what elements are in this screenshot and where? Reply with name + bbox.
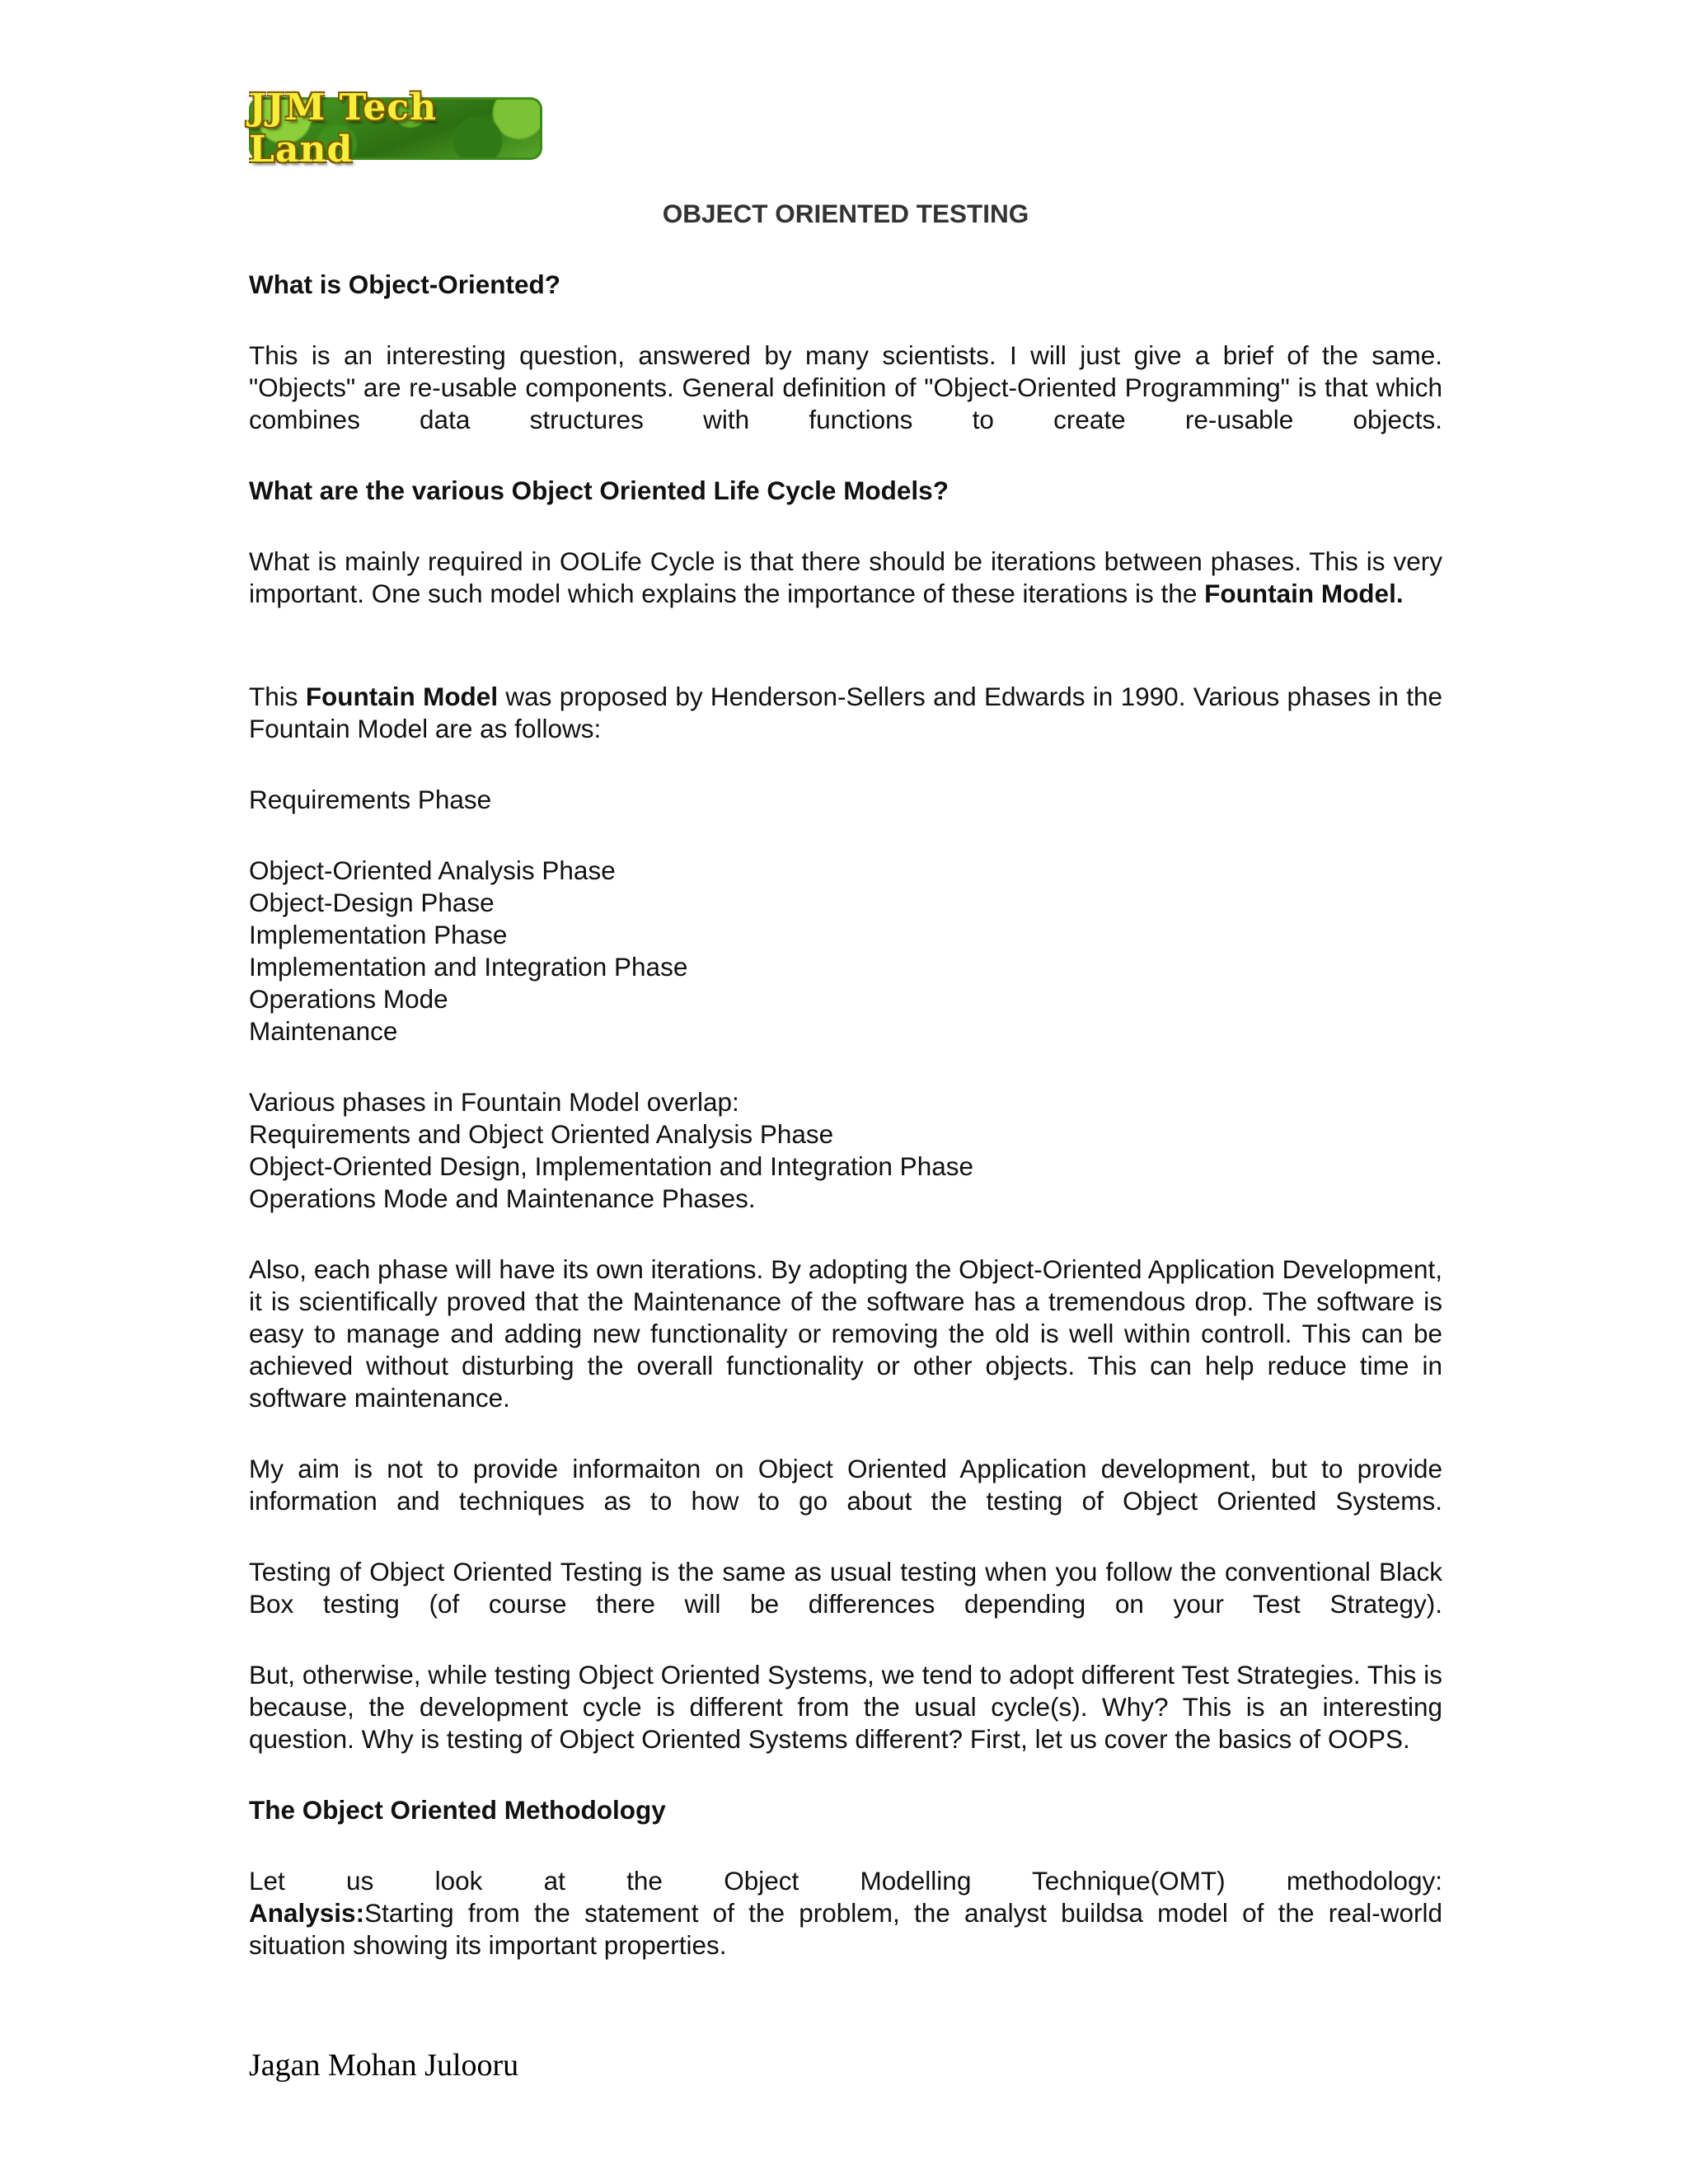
list-item: Object-Oriented Design, Implementation and Integration Phase <box>249 1151 974 1181</box>
list-item: Implementation Phase <box>249 920 508 949</box>
paragraph-oolife-text: What is mainly required in OOLife Cycle is that there should be iterations between phases. This is very important. One such model which explains the importance of these iterations is the <box>249 546 1442 608</box>
requirements-phase-label: Requirements Phase <box>249 785 492 814</box>
section-heading-methodology: The Object Oriented Methodology <box>249 1795 666 1825</box>
document-body <box>249 198 1442 2000</box>
fountain-pre: This <box>249 682 306 711</box>
paragraph-aim: My aim is not to provide informaiton on Object Oriented Application development, but to provide information and techniques as to how to go about the testing of Object Oriented Systems. <box>249 1454 1442 1516</box>
list-item: Operations Mode and Maintenance Phases. <box>249 1183 756 1213</box>
list-item: Object-Design Phase <box>249 888 495 917</box>
analysis-text: Starting from the statement of the problem, the analyst buildsa model of the real-world situation showing its important properties. <box>249 1898 1442 1960</box>
paragraph-intro: This is an interesting question, answered by many scientists. I will just give a brief of the same. "Objects" are re-usable components. General definition of "Object-Oriented Programming" is that which combines data structures with functions to create re-usable objects. <box>249 340 1442 434</box>
list-item: Implementation and Integration Phase <box>249 952 688 982</box>
section-heading-object-oriented: What is Object-Oriented? <box>249 269 561 299</box>
paragraph-oolife-bold: Fountain Model. <box>1204 579 1404 608</box>
list-item: Requirements and Object Oriented Analysis Phase <box>249 1119 834 1149</box>
paragraph-oolife <box>249 546 1442 610</box>
analysis-label: Analysis: <box>249 1898 365 1928</box>
paragraph-black-box: Testing of Object Oriented Testing is the same as usual testing when you follow the conventional Black Box testing (of course there will be differences depending on your Test Strategy). <box>249 1557 1442 1619</box>
logo <box>249 87 542 171</box>
fountain-post: was proposed by Henderson-Sellers and Edwards in 1990. Various phases in the Fountain Model are as follows: <box>249 682 1442 743</box>
list-item: Operations Mode <box>249 984 448 1014</box>
requirements-phase <box>249 784 1442 816</box>
paragraph-analysis <box>249 1897 1442 1961</box>
list-item: Various phases in Fountain Model overlap: <box>249 1087 739 1117</box>
list-item: Object-Oriented Analysis Phase <box>249 855 616 885</box>
phase-list <box>249 855 1442 1047</box>
list-item: Maintenance <box>249 1016 398 1046</box>
paragraph-iterations: Also, each phase will have its own iterations. By adopting the Object-Oriented Application Development, it is scientifically proved that the Maintenance of the software has a tremendous drop. The software is easy to manage and adding new functionality or removing the old is well within controll. This can be achieved without disturbing the overall functionality or other objects. This can help reduce time in software maintenance. <box>249 1254 1442 1413</box>
paragraph-omt-intro: Let us look at the Object Modelling Technique(OMT) methodology: <box>249 1866 1442 1896</box>
paragraph-strategies: But, otherwise, while testing Object Oriented Systems, we tend to adopt different Test Strategies. This is because, the development cycle is different from the usual cycle(s). Why? This is an interesting question. Why is testing of Object Oriented Systems different? First, let us cover the basics of OOPS. <box>249 1660 1442 1754</box>
section-heading-life-cycle: What are the various Object Oriented Life Cycle Models? <box>249 476 949 505</box>
paragraph-fountain-model <box>249 681 1442 745</box>
footer-author: Jagan Mohan Julooru <box>249 2048 519 2083</box>
fountain-bold: Fountain Model <box>305 682 499 711</box>
page-title: OBJECT ORIENTED TESTING <box>662 199 1029 228</box>
overlap-list <box>249 1086 1442 1215</box>
logo-text: JJM Tech Land <box>249 87 438 171</box>
